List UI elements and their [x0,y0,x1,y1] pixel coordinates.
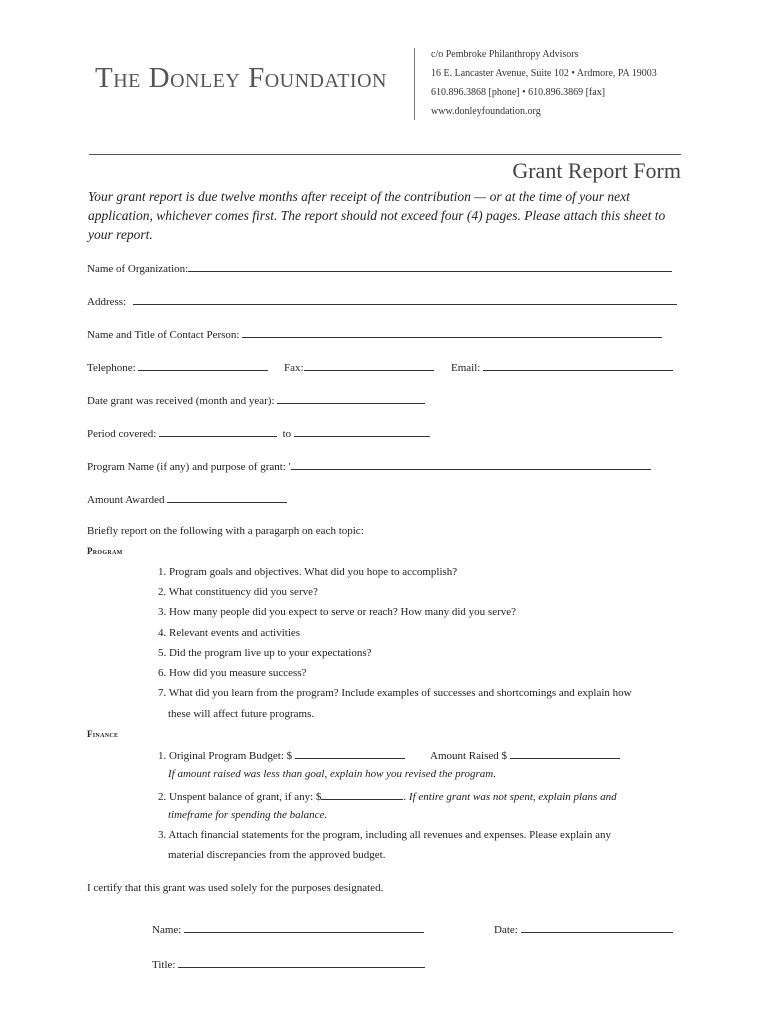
program-item-2: 2. What constituency did you serve? [158,586,318,598]
budget-input-line[interactable] [295,748,405,759]
date-received-field [87,393,425,407]
attach-instructions-cont: material discrepancies from the approved budget. [168,849,386,861]
sign-date-field [494,922,673,936]
address-line-1: c/o Pembroke Philanthropy Advisors [431,49,579,60]
program-name-field [87,459,651,473]
email-input-line[interactable] [483,360,673,371]
certify-statement: I certify that this grant was used solely for the purposes designated. [87,882,384,894]
unspent-field: 2. Unspent balance of grant, if any: $ . If entire grant was not spent, explain plans and [158,791,617,803]
sign-title-input-line[interactable] [178,957,425,968]
date-received-label: Date grant was received (month and year): [87,395,275,407]
program-item-5: 5. Did the program live up to your expectations? [158,647,372,659]
sign-date-label: Date: [494,924,518,936]
date-received-input-line[interactable] [277,393,425,404]
period-field [87,426,430,440]
contact-label: Name and Title of Contact Person: [87,329,240,341]
sign-date-input-line[interactable] [521,922,673,933]
unspent-input-line[interactable] [321,789,403,800]
brief-instructions: Briefly report on the following with a paragarph on each topic: [87,525,364,537]
org-field [87,261,672,275]
contact-input-line[interactable] [242,327,662,338]
program-item-7-cont: these will affect future programs. [168,708,315,720]
fax-label: Fax: [284,362,304,374]
email-field [451,360,673,374]
unspent-note: If entire grant was not spent, explain plans and [408,791,617,803]
contact-field [87,327,662,341]
period-to-input-line[interactable] [294,426,430,437]
email-label: Email: [451,362,481,374]
raised-input-line[interactable] [510,748,620,759]
period-label: Period covered: [87,428,157,440]
sign-name-input-line[interactable] [184,922,424,933]
program-item-7: 7. What did you learn from the program? Include examples of successes and shortcomings and explain how [158,687,632,699]
foundation-logo: The Donley Foundation [95,62,387,94]
address-line-4: www.donleyfoundation.org [431,106,541,117]
finance-heading: Finance [87,729,119,739]
budget-field [158,748,405,762]
address-line-2: 16 E. Lancaster Avenue, Suite 102 • Ardmore, PA 19003 [431,68,657,79]
period-from-input-line[interactable] [159,426,277,437]
budget-label: 1. Original Program Budget: $ [158,750,293,762]
address-input-line[interactable] [133,294,677,305]
attach-instructions: 3. Attach financial statements for the program, including all revenues and expenses. Please explain any [158,829,611,841]
header-divider [414,48,415,120]
telephone-label: Telephone: [87,362,136,374]
program-item-1: 1. Program goals and objectives. What did you hope to accomplish? [158,566,458,578]
program-heading: Program [87,546,123,556]
unspent-label: 2. Unspent balance of grant, if any: $ [158,791,322,803]
telephone-input-line[interactable] [138,360,268,371]
address-field [87,294,677,308]
raised-field [430,748,620,762]
address-label: Address: [87,296,127,308]
unspent-note-cont: timeframe for spending the balance. [168,809,328,821]
program-name-input-line[interactable] [291,459,651,470]
title-rule [89,154,681,155]
sign-name-field [152,922,424,936]
fax-input-line[interactable] [304,360,434,371]
sign-title-label: Title: [152,959,176,971]
raised-note: If amount raised was less than goal, explain how you revised the program. [168,768,496,780]
address-line-3: 610.896.3868 [phone] • 610.896.3869 [fax] [431,87,606,98]
period-to-label: to [282,428,292,440]
program-item-6: 6. How did you measure success? [158,667,307,679]
program-name-label: Program Name (if any) and purpose of grant: ' [87,461,291,473]
program-item-3: 3. How many people did you expect to serve or reach? How many did you serve? [158,606,516,618]
org-input-line[interactable] [188,261,672,272]
sign-name-label: Name: [152,924,182,936]
fax-field [284,360,434,374]
raised-label: Amount Raised $ [430,750,507,762]
program-item-4: 4. Relevant events and activities [158,627,301,639]
amount-label: Amount Awarded [87,494,165,506]
intro-text: Your grant report is due twelve months after receipt of the contribution — or at the time of your next application, whichever comes first. The report should not exceed four (4) pages. Please attach this sheet to your report. [88,189,666,242]
amount-field [87,492,287,506]
amount-input-line[interactable] [167,492,287,503]
org-label: Name of Organization: [87,263,189,275]
form-title: Grant Report Form [512,158,681,183]
sign-title-field [152,957,425,971]
telephone-field [87,360,268,374]
